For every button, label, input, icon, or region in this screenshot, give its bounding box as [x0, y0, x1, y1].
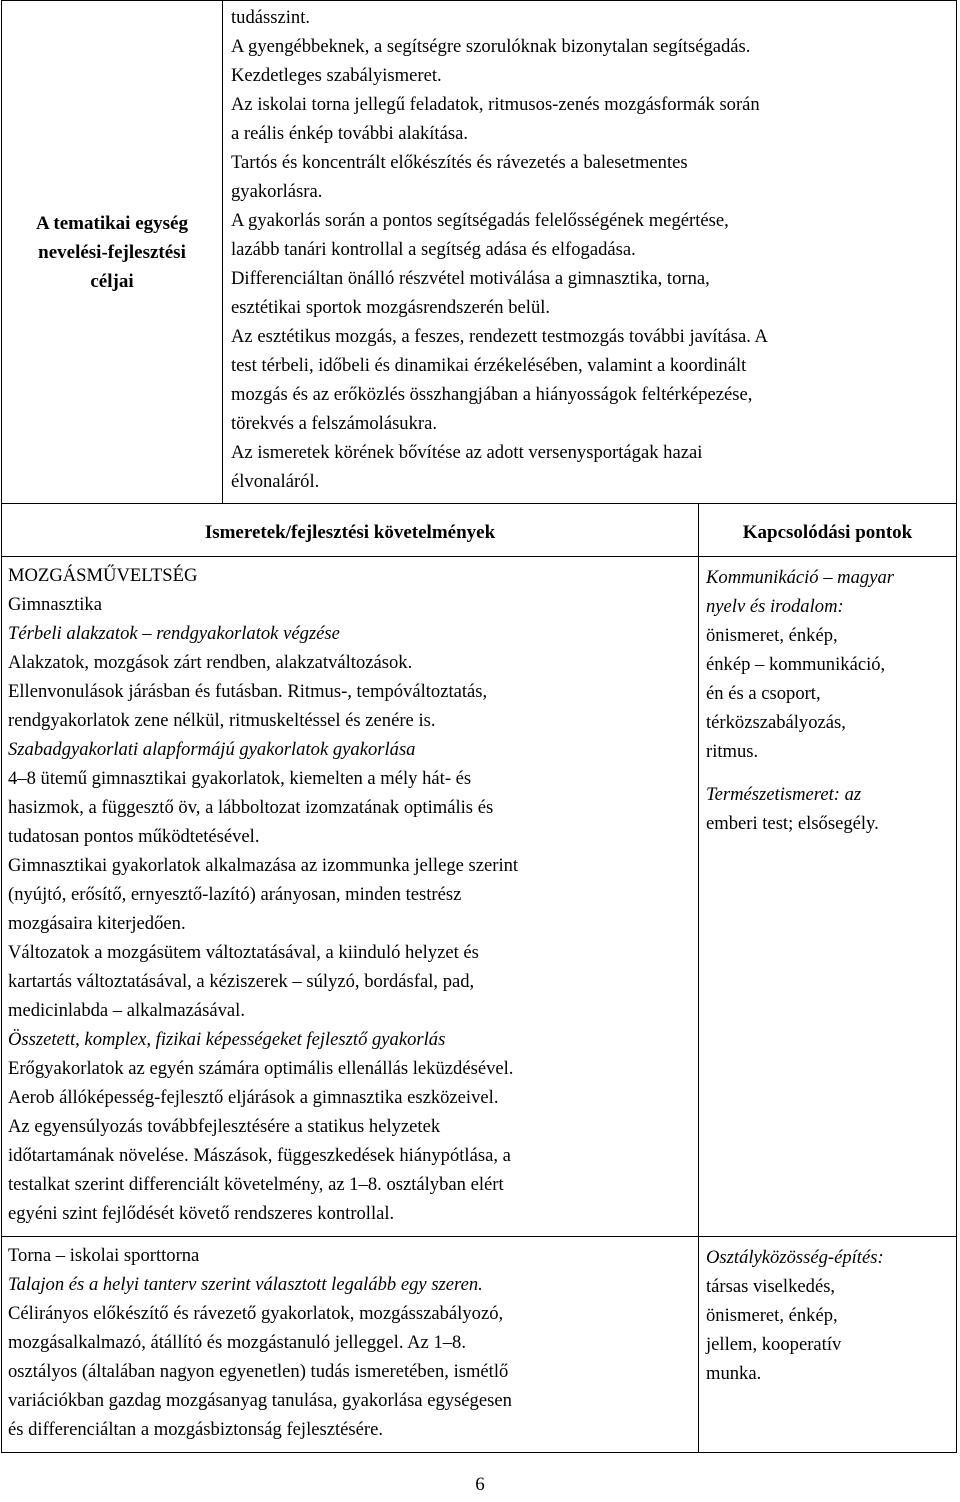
content-line: mozgásaira kiterjedően. [8, 913, 186, 934]
goal-line: Differenciáltan önálló részvétel motiválása a gimnasztika, torna, [231, 268, 710, 289]
gymnastics-links-cell [699, 557, 957, 1237]
link-line: Természetismeret: az [706, 784, 862, 805]
link-line: énkép – kommunikáció, [706, 654, 886, 675]
link-line: emberi test; elsősegély. [706, 813, 879, 834]
gymnastics-content-cell [2, 557, 699, 1237]
link-line: munka. [706, 1363, 762, 1384]
gymnastics-content [8, 561, 692, 1228]
link-line: önismeret, énkép, [706, 625, 838, 646]
content-line: Ellenvonulások járásban és futásban. Ritmus-, tempóváltoztatás, [8, 681, 488, 702]
header-row [2, 504, 957, 557]
content-line: mozgásalkalmazó, átállító és mozgástanuló jelleggel. Az 1–8. [8, 1332, 466, 1353]
goal-line: tudásszint. [231, 7, 311, 28]
link-line: ritmus. [706, 741, 759, 762]
content-line: Az egyensúlyozás továbbfejlesztésére a statikus helyzetek [8, 1116, 441, 1137]
goal-line: Kezdetleges szabályismeret. [231, 65, 442, 86]
goals-label [2, 209, 222, 296]
link-line: nyelv és irodalom: [706, 596, 844, 617]
content-line: MOZGÁSMŰVELTSÉG [8, 565, 198, 586]
content-line: Talajon és a helyi tanterv szerint választott legalább egy szeren. [8, 1274, 483, 1295]
content-line: Változatok a mozgásütem változtatásával, a kiinduló helyzet és [8, 942, 479, 963]
gymnastics-row [2, 557, 957, 1237]
content-line: Összetett, komplex, fizikai képességeket fejlesztő gyakorlás [8, 1029, 446, 1050]
link-line: társas viselkedés, [706, 1276, 836, 1297]
goal-line: törekvés a felszámolásukra. [231, 413, 437, 434]
goals-row [2, 1, 957, 504]
goals-text-cell [223, 1, 957, 504]
content-line: medicinlabda – alkalmazásával. [8, 1000, 245, 1021]
content-line: Gimnasztikai gyakorlatok alkalmazása az izommunka jellege szerint [8, 855, 519, 876]
goals-label-cell [2, 1, 223, 504]
goal-line: a reális énkép további alakítása. [231, 123, 468, 144]
content-line: rendgyakorlatok zene nélkül, ritmuskeltéssel és zenére is. [8, 710, 436, 731]
requirements-header: Ismeretek/fejlesztési követelmények [2, 504, 699, 557]
goal-line: Az esztétikus mozgás, a feszes, rendezett testmozgás további javítása. A [231, 326, 768, 347]
content-line: testalkat szerint differenciált követelmény, az 1–8. osztályban elért [8, 1174, 504, 1195]
goal-line: Tartós és koncentrált előkészítés és rávezetés a balesetmentes [231, 152, 688, 173]
content-line: egyéni szint fejlődését követő rendszeres kontrollal. [8, 1203, 395, 1224]
content-line: Szabadgyakorlati alapformájú gyakorlatok gyakorlása [8, 739, 416, 760]
connections-header: Kapcsolódási pontok [699, 504, 957, 557]
link-line: Osztályközösség-építés: [706, 1247, 884, 1268]
torna-content [8, 1241, 692, 1444]
torna-links [706, 1243, 950, 1388]
content-line: kartartás változtatásával, a kéziszerek – súlyzó, bordásfal, pad, [8, 971, 475, 992]
content-line: tudatosan pontos működtetésével. [8, 826, 260, 847]
torna-content-cell [2, 1237, 699, 1453]
goal-line: élvonaláról. [231, 471, 320, 492]
goal-line: mozgás és az erőközlés összhangjában a hiányosságok feltérképezése, [231, 384, 753, 405]
content-line: osztályos (általában nagyon egyenetlen) tudás ismeretében, ismétlő [8, 1361, 509, 1382]
link-line: én és a csoport, [706, 683, 821, 704]
torna-row [2, 1237, 957, 1453]
curriculum-table [1, 0, 957, 1453]
page-number: 6 [475, 1474, 485, 1495]
goal-line: test térbeli, időbeli és dinamikai érzékelésében, valamint a koordinált [231, 355, 747, 376]
content-line: Célirányos előkészítő és rávezető gyakorlatok, mozgásszabályozó, [8, 1303, 504, 1324]
content-line: Gimnasztika [8, 594, 102, 615]
content-line: Térbeli alakzatok – rendgyakorlatok végzése [8, 623, 340, 644]
content-line: hasizmok, a függesztő öv, a lábboltozat izomzatának optimális és [8, 797, 494, 818]
content-line: Erőgyakorlatok az egyén számára optimális ellenállás leküzdésével. [8, 1058, 514, 1079]
goal-line: esztétikai sportok mozgásrendszerén belül. [231, 297, 551, 318]
link-line: Kommunikáció – magyar [706, 567, 894, 588]
goal-line: A gyakorlás során a pontos segítségadás felelősségének megértése, [231, 210, 729, 231]
content-line: Alakzatok, mozgások zárt rendben, alakzatváltozások. [8, 652, 413, 673]
goal-line: lazább tanári kontrollal a segítség adása és elfogadása. [231, 239, 636, 260]
torna-links-cell [699, 1237, 957, 1453]
content-line: Torna – iskolai sporttorna [8, 1245, 200, 1266]
content-line: időtartamának növelése. Mászások, függeszkedések hiánypótlása, a [8, 1145, 511, 1166]
content-line: variációkban gazdag mozgásanyag tanulása, gyakorlása egységesen [8, 1390, 512, 1411]
content-line: (nyújtó, erősítő, ernyesztő-lazító) arányosan, minden testrész [8, 884, 462, 905]
link-line: önismeret, énkép, [706, 1305, 838, 1326]
goals-label-line: céljai [90, 270, 134, 292]
content-line: és differenciáltan a mozgásbiztonság fejlesztésére. [8, 1419, 383, 1440]
goal-line: gyakorlásra. [231, 181, 323, 202]
link-line [706, 766, 950, 780]
goals-text [231, 3, 948, 496]
goal-line: Az iskolai torna jellegű feladatok, ritmusos-zenés mozgásformák során [231, 94, 760, 115]
goal-line: A gyengébbeknek, a segítségre szorulóknak bizonytalan segítségadás. [231, 36, 751, 57]
content-line: Aerob állóképesség-fejlesztő eljárások a gimnasztika eszközeivel. [8, 1087, 499, 1108]
goals-label-line: A tematikai egység [36, 212, 188, 234]
content-line: 4–8 ütemű gimnasztikai gyakorlatok, kiemelten a mély hát- és [8, 768, 472, 789]
link-line: jellem, kooperatív [706, 1334, 842, 1355]
gymnastics-links [706, 563, 950, 838]
goal-line: Az ismeretek körének bővítése az adott versenysportágak hazai [231, 442, 703, 463]
goals-label-line: nevelési-fejlesztési [38, 241, 186, 263]
link-line: térközszabályozás, [706, 712, 846, 733]
